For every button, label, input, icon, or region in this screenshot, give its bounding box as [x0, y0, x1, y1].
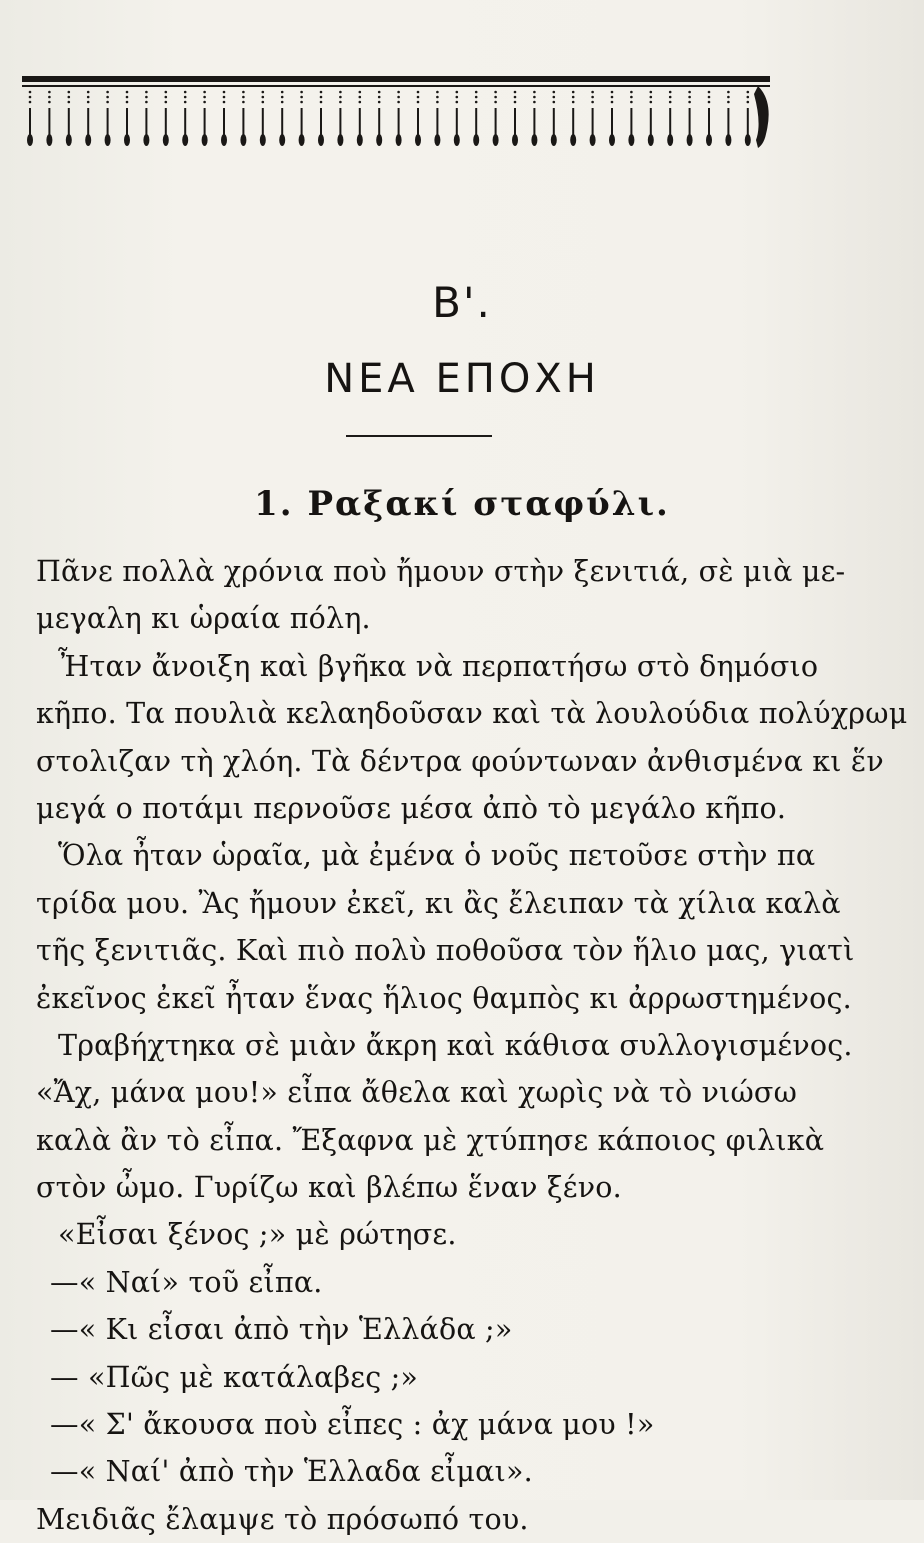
text-line: «Εἶσαι ξένος ;» μὲ ρώτησε. [58, 1218, 457, 1252]
text-line: —« Ναί» τοῦ εἶπα. [50, 1265, 323, 1299]
text-line: —« Σ' ἄκουσα ποὺ εἶπες : ἀχ μάνα μου !» [50, 1408, 655, 1442]
text-line: ἐκεῖνος ἐκεῖ ἦταν ἕνας ἥλιος θαμπὸς κι ἀρρωστημένος. [36, 981, 852, 1015]
chapter-heading: 1. Ραξακί σταφύλι. [254, 484, 670, 524]
story-text [36, 548, 908, 1543]
part-number: Β'. [432, 278, 492, 327]
text-line: Ἦταν ἄνοιξη καὶ βγῆκα νὰ περπατήσω στὸ δημόσιο [58, 649, 819, 683]
text-line: καλὰ ἂν τὸ εἶπα. Ἔξαφνα μὲ χτύπησε κάποιος φιλικὰ [36, 1123, 825, 1157]
title-divider [346, 435, 492, 437]
text-line: Ὅλα ἦταν ὡραῖα, μὰ ἐμένα ὁ νοῦς πετοῦσε στὴν πα [58, 839, 816, 873]
text-line: —« Ναί' ἀπὸ τὴν Ἑλλαδα εἶμαι». [50, 1455, 533, 1489]
text-line: μεγά ο ποτάμι περνοῦσε μέσα ἀπὸ τὸ μεγάλο κῆπο. [36, 791, 787, 825]
text-line: —« Κι εἶσαι ἀπὸ τὴν Ἑλλάδα ;» [50, 1313, 513, 1347]
decorative-border-ornament [22, 74, 774, 152]
text-line: «Ἄχ, μάνα μου!» εἶπα ἄθελα καὶ χωρὶς νὰ τὸ νιώσω [36, 1076, 798, 1110]
text-line: Πᾶνε πολλὰ χρόνια ποὺ ἤμουν στὴν ξενιτιά, σὲ μιὰ με- [36, 555, 846, 588]
text-line: τῆς ξενιτιᾶς. Καὶ πιὸ πολὺ ποθοῦσα τὸν ἥλιο μας, γιατὶ [36, 934, 855, 968]
part-title: ΝΕΑ ΕΠΟΧΗ [324, 356, 600, 402]
text-line: Τραβήχτηκα σὲ μιὰν ἄκρη καὶ κάθισα συλλογισμένος. [58, 1028, 853, 1062]
text-line: κῆπο. Τα πουλιὰ κελαηδοῦσαν καὶ τὰ λουλούδια πολύχρωμ [36, 697, 908, 731]
text-line: στὸν ὦμο. Γυρίζω καὶ βλέπω ἕναν ξένο. [36, 1171, 622, 1205]
text-line: — «Πῶς μὲ κατάλαβες ;» [50, 1360, 419, 1394]
text-line: Μειδιᾶς ἔλαμψε τὸ πρόσωπό του. [36, 1502, 529, 1536]
text-line: μεγαλη κι ὡραία πόλη. [36, 602, 371, 636]
text-line: τρίδα μου. Ἂς ἤμουν ἐκεῖ, κι ἂς ἔλειπαν τὰ χίλια καλὰ [36, 886, 841, 920]
text-line: στολιζαν τὴ χλόη. Τὰ δέντρα φούντωναν ἀνθισμένα κι ἕν [36, 744, 884, 778]
